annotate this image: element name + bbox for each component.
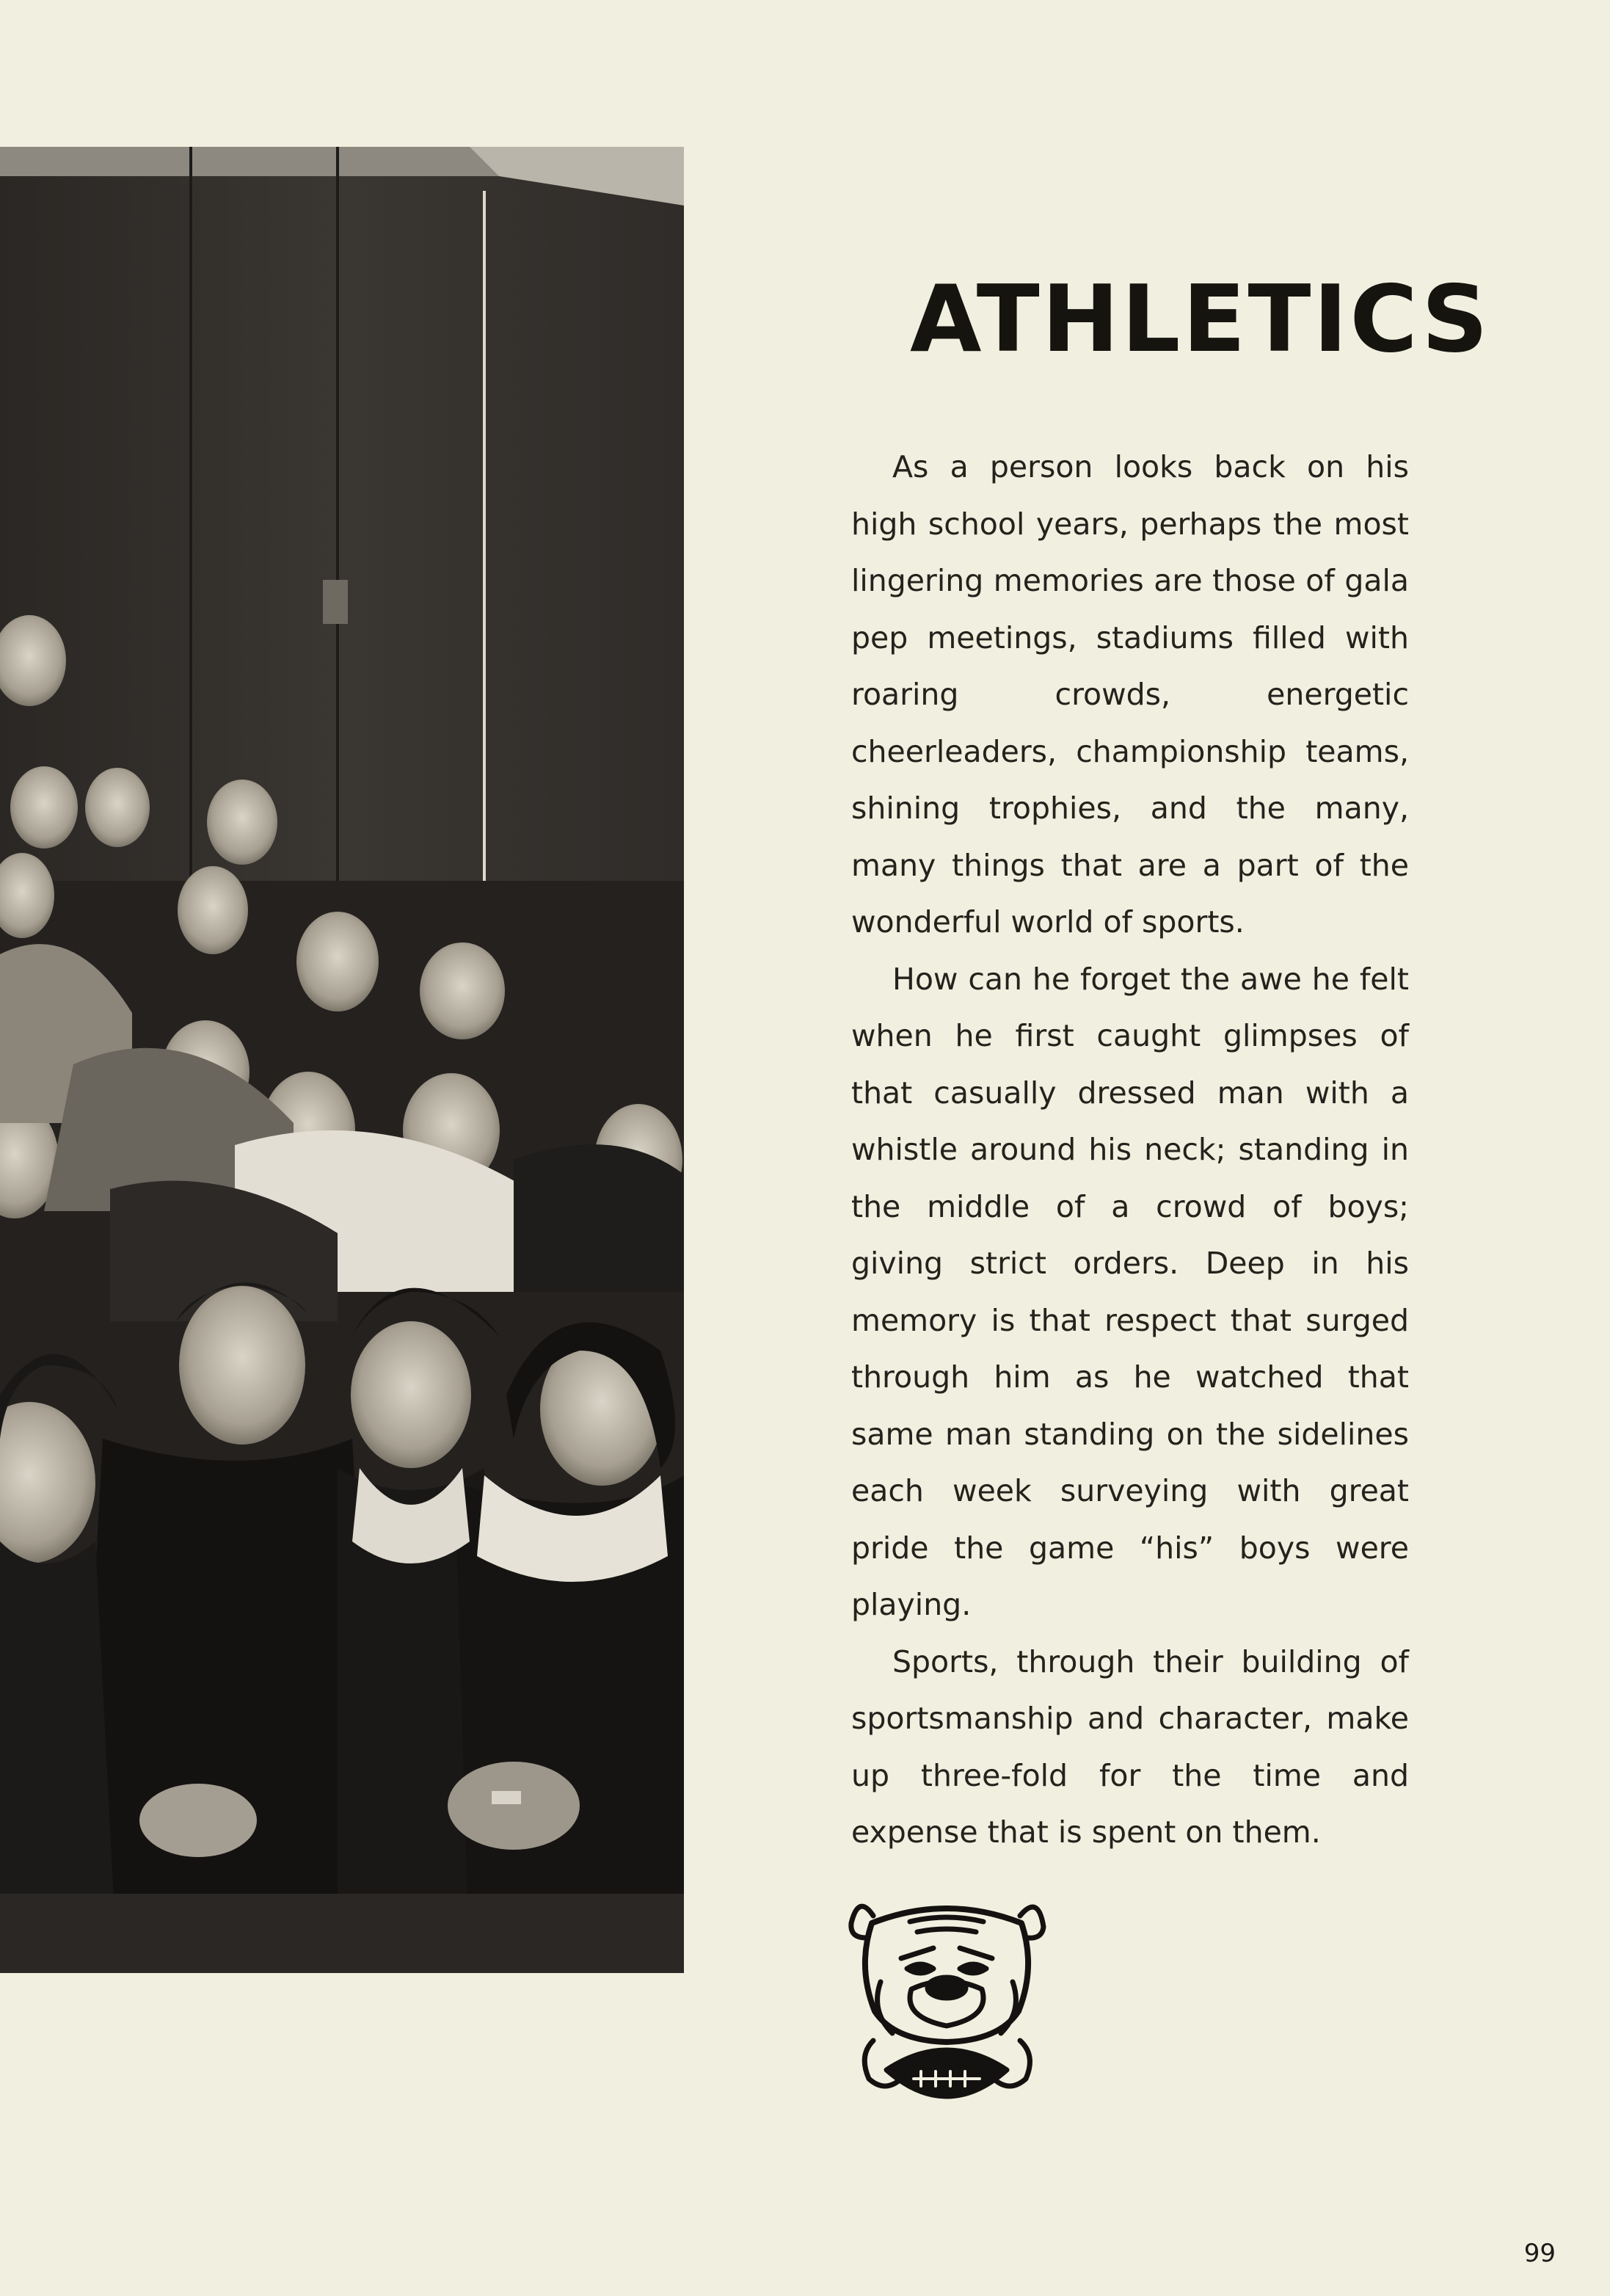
- page-number: 99: [1523, 2239, 1556, 2268]
- paragraph: As a person looks back on his high school years, perhaps the most lingering memories are those of gala pep meetings, stadiums filled with roaring crowds, energetic cheerleaders, championship teams, shining trophies, and the many, many things that are a part of the wonderful world of sports.: [851, 449, 1409, 940]
- paragraph: How can he forget the awe he felt when he first caught glimpses of that casually dressed man with a whistle around his neck; standing in the middle of a crowd of boys; giving strict orders. Deep in his memory is that respect that surged through him as he watched that same man standing on the sidelines each week surveying with great pride the game “his” boys were playing.: [851, 961, 1409, 1622]
- paragraph: Sports, through their building of sportsmanship and character, make up three-fold for the time and expense that is spent on them.: [851, 1643, 1409, 1850]
- student-crowd-photo: [0, 147, 684, 1973]
- article-body: [851, 439, 1409, 1861]
- page-title: ATHLETICS: [910, 265, 1490, 373]
- bulldog-football-icon: [844, 1886, 1049, 2121]
